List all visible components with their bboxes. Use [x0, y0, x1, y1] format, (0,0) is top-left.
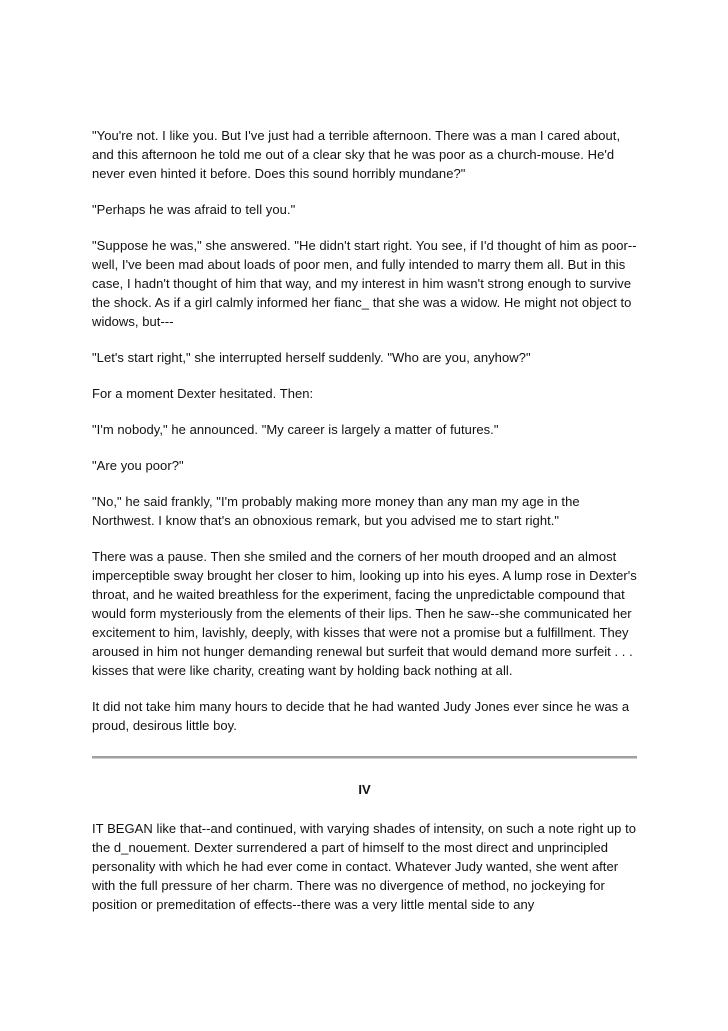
paragraph: There was a pause. Then she smiled and the corners of her mouth drooped and an almost imperceptible sway brought her closer to him, looking up into his eyes. A lump rose in Dexter's throat, and he waited breathless for the experiment, facing the unpredictable compound that would form mysteriously from the elements of their lips. Then he saw--she communicated her excitement to him, lavishly, deeply, with kisses that were not a promise but a fulfillment. They aroused in him not hunger demanding renewal but surfeit that would demand more surfeit . . . kisses that were like charity, creating want by holding back nothing at all. — [92, 549, 637, 678]
document-page — [92, 126, 637, 931]
section-divider — [92, 756, 637, 759]
paragraph: "Perhaps he was afraid to tell you." — [92, 202, 296, 217]
paragraph: "You're not. I like you. But I've just had a terrible afternoon. There was a man I cared about, and this afternoon he told me out of a clear sky that he was poor as a church-mouse. He'd never even hinted it before. Does this sound horribly mundane?" — [92, 128, 621, 181]
paragraph: "Suppose he was," she answered. "He didn't start right. You see, if I'd thought of him as poor--well, I've been mad about loads of poor men, and fully intended to marry them all. But in this case, I hadn't thought of him that way, and my interest in him wasn't strong enough to survive the shock. As if a girl calmly informed her fianc_ that she was a widow. He might not object to widows, but--- — [92, 238, 637, 329]
paragraph: IT BEGAN like that--and continued, with varying shades of intensity, on such a note right up to the d_nouement. Dexter surrendered a part of himself to the most direct and unprincipled personality with which he had ever come in contact. Whatever Judy wanted, she went after with the full pressure of her charm. There was no divergence of method, no jockeying for position or premeditation of effects--there was a very little mental side to any — [92, 821, 637, 912]
section-heading: IV — [358, 782, 371, 797]
paragraph: For a moment Dexter hesitated. Then: — [92, 386, 314, 401]
paragraph: "Let's start right," she interrupted herself suddenly. "Who are you, anyhow?" — [92, 350, 531, 365]
paragraph: "Are you poor?" — [92, 458, 184, 473]
paragraph: It did not take him many hours to decide that he had wanted Judy Jones ever since he was a proud, desirous little boy. — [92, 699, 630, 733]
paragraph: "No," he said frankly, "I'm probably making more money than any man my age in the Northwest. I know that's an obnoxious remark, but you advised me to start right." — [92, 494, 580, 528]
paragraph: "I'm nobody," he announced. "My career is largely a matter of futures." — [92, 422, 499, 437]
